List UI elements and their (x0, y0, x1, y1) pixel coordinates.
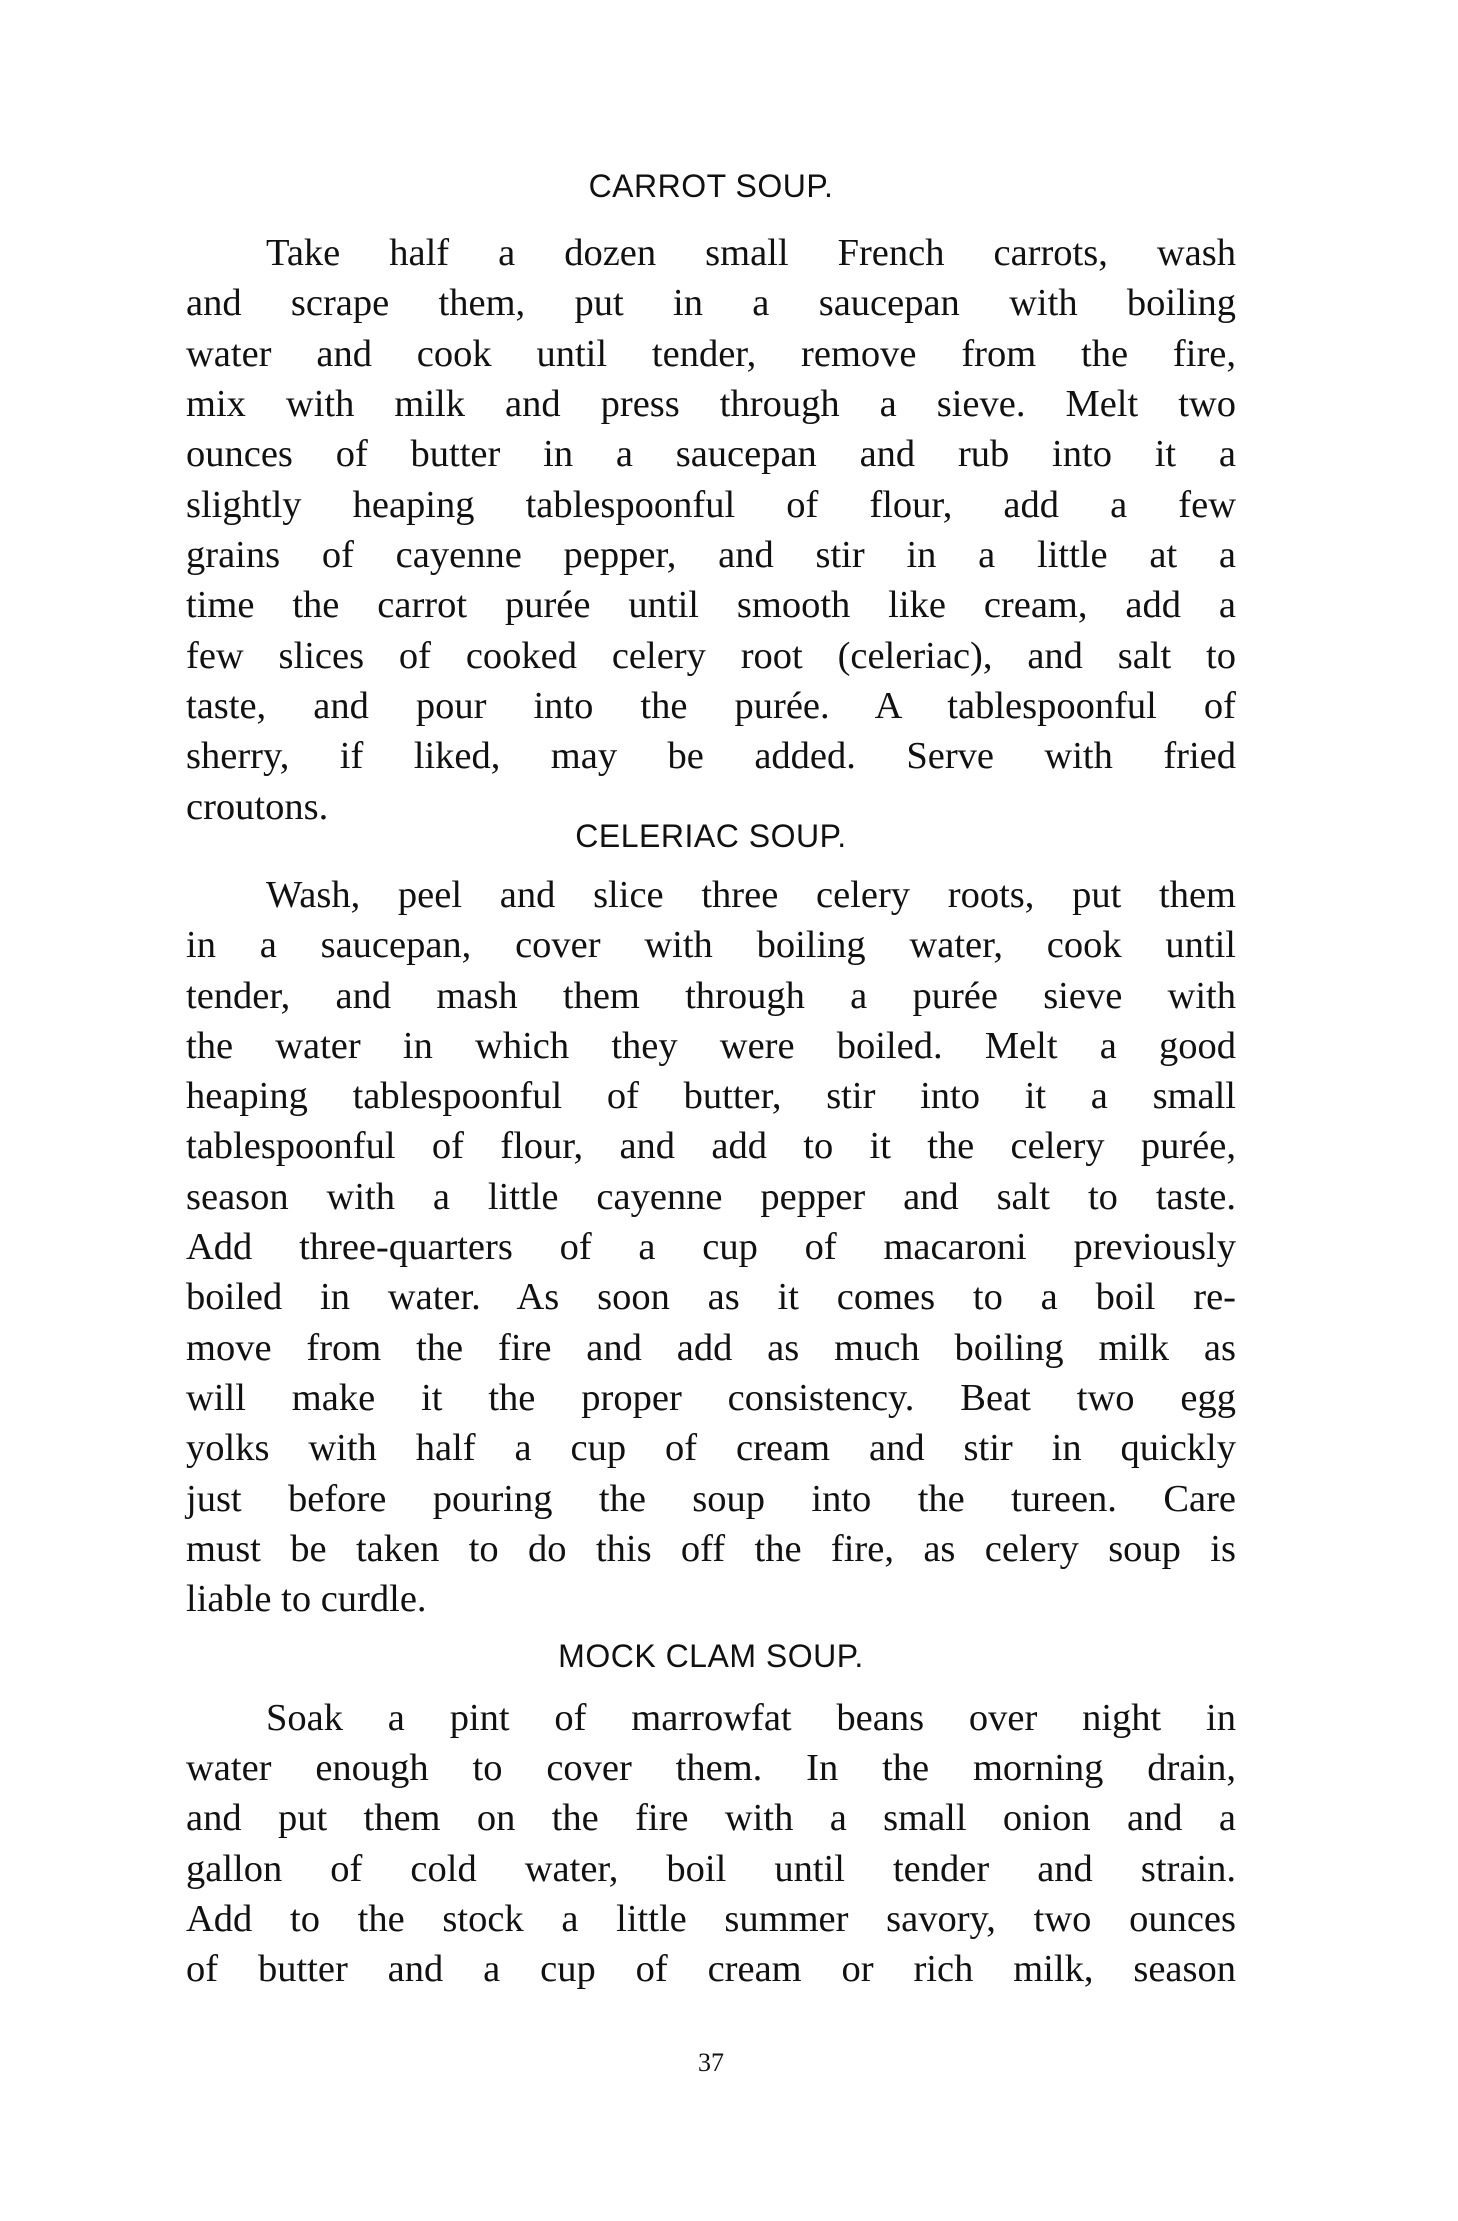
text-line: liable to curdle. (186, 1578, 427, 1620)
text-line: and put them on the fire with a small onion and a (186, 1797, 1236, 1839)
text-line: and scrape them, put in a saucepan with boiling (186, 282, 1236, 324)
text-line: Soak a pint of marrowfat beans over night in (266, 1697, 1236, 1739)
page-number: 37 (698, 2048, 724, 2077)
text-line: the water in which they were boiled. Melt a good (186, 1025, 1236, 1067)
text-line: few slices of cooked celery root (celeriac), and salt to (186, 635, 1236, 677)
text-line: yolks with half a cup of cream and stir in quickly (186, 1427, 1236, 1469)
text-line: just before pouring the soup into the tureen. Care (186, 1478, 1236, 1520)
text-line: Add three-quarters of a cup of macaroni previously (186, 1226, 1236, 1268)
text-line: mix with milk and press through a sieve. Melt two (186, 383, 1236, 425)
text-line: grains of cayenne pepper, and stir in a little at a (186, 534, 1236, 576)
text-line: slightly heaping tablespoonful of flour, add a few (186, 484, 1236, 526)
text-line: in a saucepan, cover with boiling water, cook until (186, 924, 1236, 966)
text-line: gallon of cold water, boil until tender and strain. (186, 1848, 1236, 1890)
text-line: Add to the stock a little summer savory, two ounces (186, 1898, 1236, 1940)
section-heading-mock-clam-soup: MOCK CLAM SOUP. (558, 1638, 864, 1674)
text-line: sherry, if liked, may be added. Serve with fried (186, 735, 1236, 777)
section-heading-celeriac-soup: CELERIAC SOUP. (575, 818, 847, 854)
text-line: taste, and pour into the purée. A tablespoonful of (186, 685, 1236, 727)
text-line: water enough to cover them. In the morning drain, (186, 1747, 1236, 1789)
text-line: ounces of butter in a saucepan and rub into it a (186, 433, 1236, 475)
text-line: Take half a dozen small French carrots, wash (266, 232, 1236, 274)
text-line: boiled in water. As soon as it comes to a boil re- (186, 1276, 1236, 1318)
text-line: must be taken to do this off the fire, as celery soup is (186, 1528, 1236, 1570)
text-line: of butter and a cup of cream or rich milk, season (186, 1948, 1236, 1990)
text-line: season with a little cayenne pepper and salt to taste. (186, 1176, 1236, 1218)
text-line: tender, and mash them through a purée sieve with (186, 975, 1236, 1017)
text-line: water and cook until tender, remove from the fire, (186, 333, 1236, 375)
text-line: tablespoonful of flour, and add to it the celery purée, (186, 1125, 1236, 1167)
section-heading-carrot-soup: CARROT SOUP. (588, 168, 834, 204)
text-line: croutons. (186, 786, 329, 828)
text-line: move from the fire and add as much boiling milk as (186, 1327, 1236, 1369)
text-line: will make it the proper consistency. Beat two egg (186, 1377, 1236, 1419)
text-line: heaping tablespoonful of butter, stir into it a small (186, 1075, 1236, 1117)
text-line: time the carrot purée until smooth like cream, add a (186, 584, 1236, 626)
text-line: Wash, peel and slice three celery roots, put them (266, 874, 1236, 916)
